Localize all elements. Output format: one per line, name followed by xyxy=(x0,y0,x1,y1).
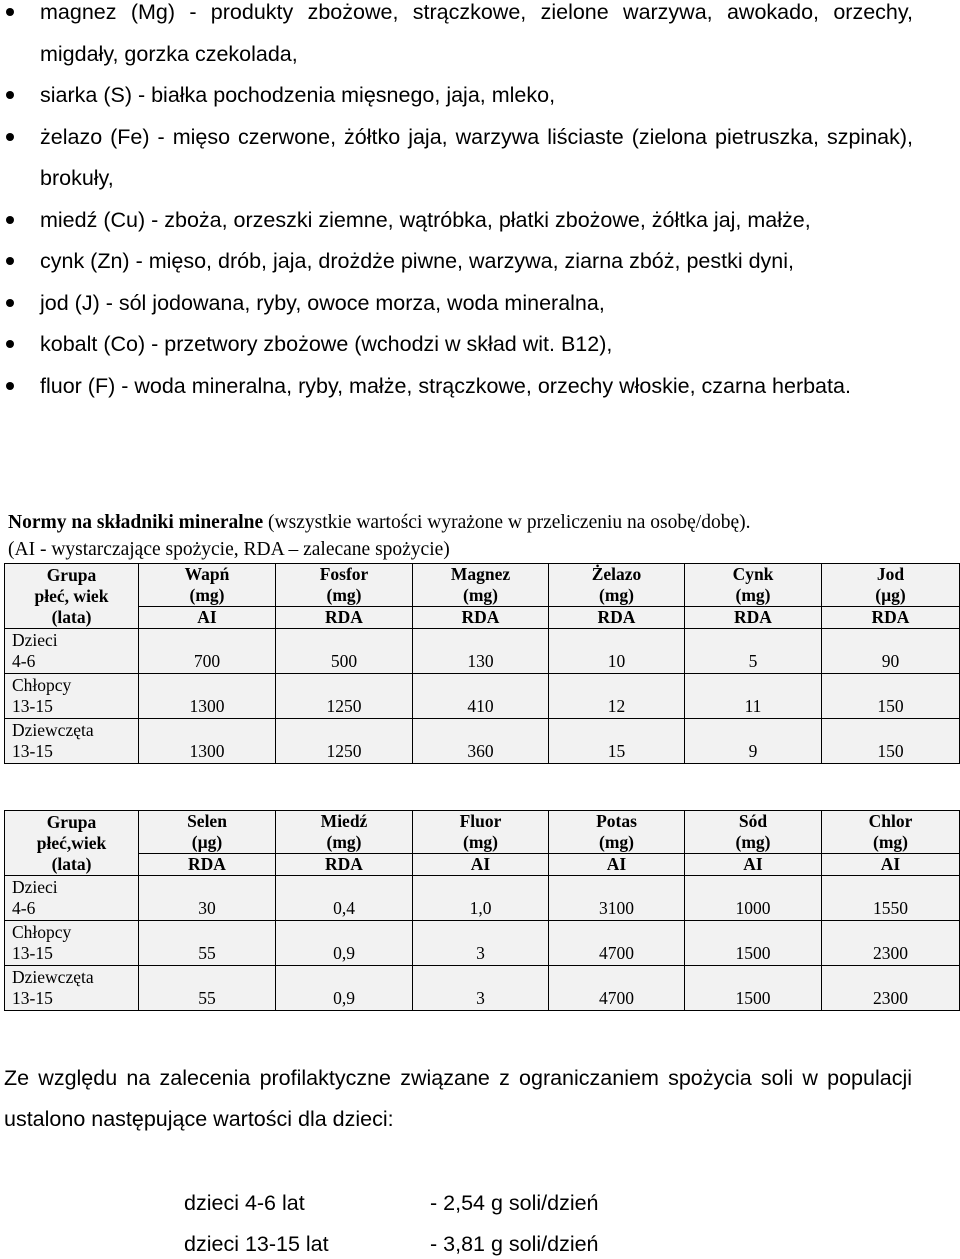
minerals-table-2 xyxy=(4,810,960,1011)
col-header-zinc: Cynk (mg) xyxy=(685,564,822,607)
row-label: Dziewczęta 13-15 xyxy=(5,966,139,1011)
row-label: Chłopcy 13-15 xyxy=(5,674,139,719)
col-header-magnesium: Magnez (mg) xyxy=(413,564,549,607)
group-header: Grupa płeć,wiek (lata) xyxy=(5,811,139,876)
list-item: cynk (Zn) - mięso, drób, jaja, drożdże piwne, warzywa, ziarna zbóż, pestki dyni, xyxy=(0,241,960,283)
salt-label-children-13-15: dzieci 13-15 lat xyxy=(184,1232,329,1256)
col-header-calcium: Wapń (mg) xyxy=(139,564,276,607)
list-item: jod (J) - sól jodowana, ryby, owoce morza, woda mineralna, xyxy=(0,283,960,325)
table-caption xyxy=(8,511,751,534)
row-label: Dzieci 4-6 xyxy=(5,629,139,674)
caption-note: (wszystkie wartości wyrażone w przeliczeniu na osobę/dobę). xyxy=(263,512,751,533)
salt-label-children-4-6: dzieci 4-6 lat xyxy=(184,1191,305,1215)
col-header-phosphorus: Fosfor (mg) xyxy=(276,564,413,607)
bullet-icon xyxy=(6,216,14,224)
col-header-potassium: Potas (mg) xyxy=(549,811,685,854)
bullet-icon xyxy=(6,382,14,390)
minerals-table-1 xyxy=(4,563,960,764)
bullet-icon xyxy=(6,340,14,348)
table-caption-legend: (AI - wystarczające spożycie, RDA – zalecane spożycie) xyxy=(8,539,450,560)
bullet-icon xyxy=(6,299,14,307)
bullet-icon xyxy=(6,91,14,99)
caption-title: Normy na składniki mineralne xyxy=(8,512,264,533)
col-header-chlorine: Chlor (mg) xyxy=(822,811,960,854)
table-row: Chłopcy 13-15 55 0,9 3 4700 1500 2300 xyxy=(5,921,960,966)
row-label: Dziewczęta 13-15 xyxy=(5,719,139,764)
row-label: Dzieci 4-6 xyxy=(5,876,139,921)
list-item: siarka (S) - białka pochodzenia mięsnego, jaja, mleko, xyxy=(0,75,960,117)
bullet-icon xyxy=(6,8,14,16)
table-row: Dzieci 4-6 30 0,4 1,0 3100 1000 1550 xyxy=(5,876,960,921)
salt-value-children-4-6: - 2,54 g soli/dzień xyxy=(430,1191,599,1215)
group-header: Grupa płeć, wiek (lata) xyxy=(5,564,139,629)
bullet-icon xyxy=(6,257,14,265)
table-row: Dzieci 4-6 700 500 130 10 5 90 xyxy=(5,629,960,674)
table-row: Dziewczęta 13-15 55 0,9 3 4700 1500 2300 xyxy=(5,966,960,1011)
salt-recommendation-paragraph: Ze względu na zalecenia profilaktyczne związane z ograniczaniem spożycia soli w populacji ustalono następujące wartości dla dzieci: xyxy=(4,1066,912,1131)
mineral-sources-list xyxy=(0,0,960,407)
col-header-copper: Miedź (mg) xyxy=(276,811,413,854)
col-header-iron: Żelazo (mg) xyxy=(549,564,685,607)
col-header-fluorine: Fluor (mg) xyxy=(413,811,549,854)
salt-value-children-13-15: - 3,81 g soli/dzień xyxy=(430,1232,599,1256)
col-header-iodine: Jod (µg) xyxy=(822,564,960,607)
list-item: kobalt (Co) - przetwory zbożowe (wchodzi w skład wit. B12), xyxy=(0,324,960,366)
table-row: Chłopcy 13-15 1300 1250 410 12 11 150 xyxy=(5,674,960,719)
col-header-selenium: Selen (µg) xyxy=(139,811,276,854)
norm-row: AI RDA RDA RDA RDA RDA xyxy=(5,607,960,629)
table-row: Dziewczęta 13-15 1300 1250 360 15 9 150 xyxy=(5,719,960,764)
bullet-icon xyxy=(6,133,14,141)
row-label: Chłopcy 13-15 xyxy=(5,921,139,966)
list-item: fluor (F) - woda mineralna, ryby, małże, strączkowe, orzechy włoskie, czarna herbata. xyxy=(0,366,960,408)
list-item: miedź (Cu) - zboża, orzeszki ziemne, wątróbka, płatki zbożowe, żółtka jaj, małże, xyxy=(0,200,960,242)
list-item: żelazo (Fe) - mięso czerwone, żółtko jaja, warzywa liściaste (zielona pietruszka, szpinak), brokuły, xyxy=(0,117,960,200)
col-header-sodium: Sód (mg) xyxy=(685,811,822,854)
list-item: magnez (Mg) - produkty zbożowe, strączkowe, zielone warzywa, awokado, orzechy, migdały, gorzka czekolada, xyxy=(0,0,960,75)
norm-row: RDA RDA AI AI AI AI xyxy=(5,854,960,876)
